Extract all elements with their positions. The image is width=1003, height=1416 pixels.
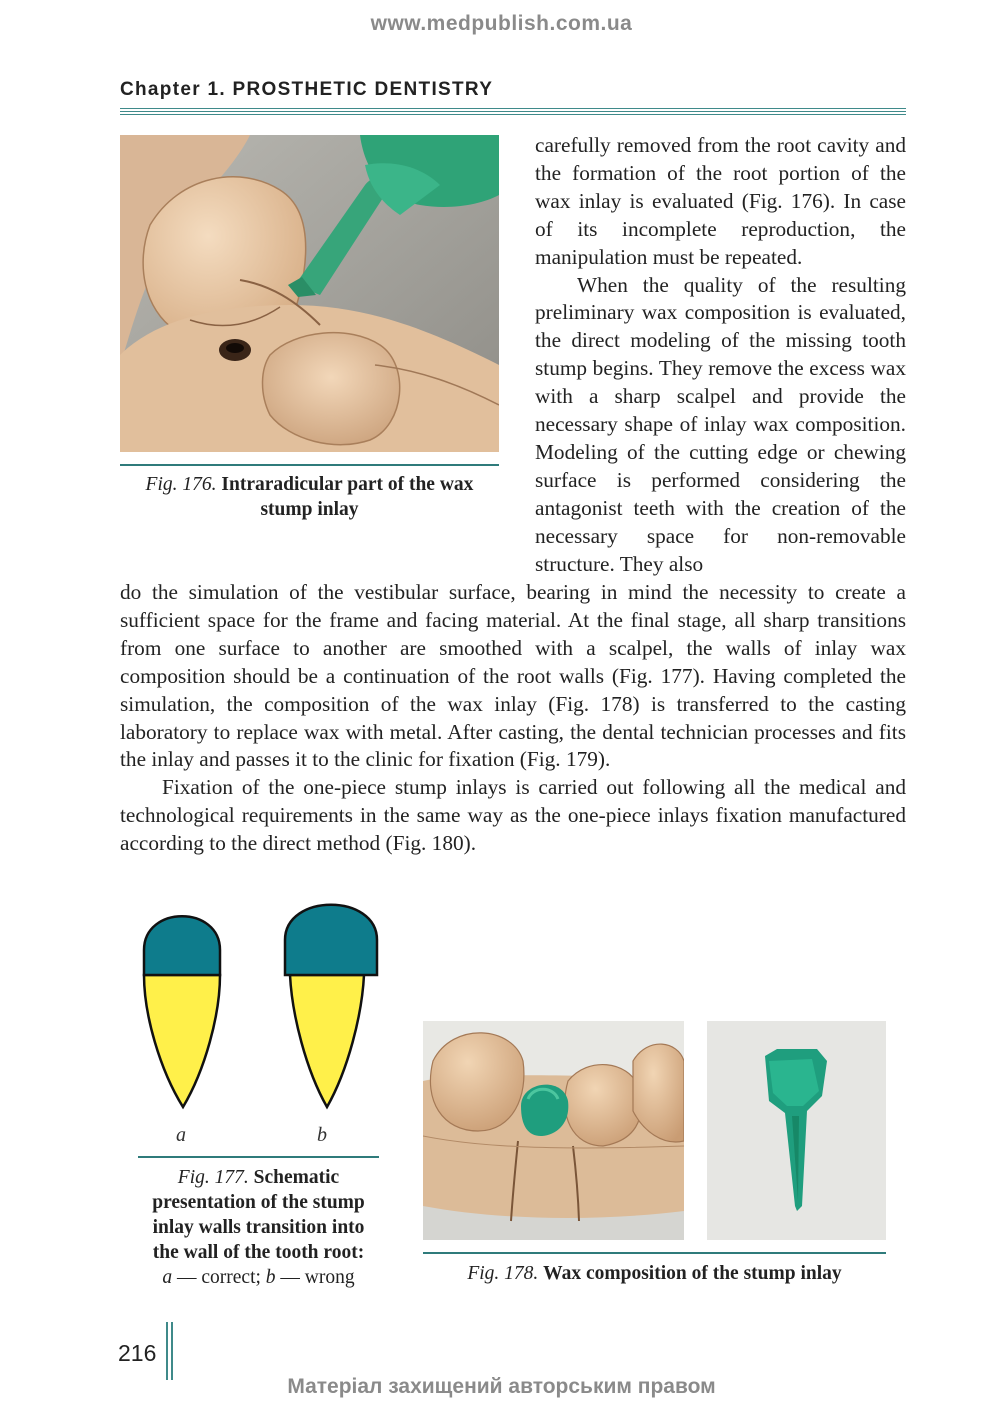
fig177-caption-rule [138, 1156, 379, 1158]
fig177-label-b: b [317, 1124, 327, 1146]
fig177-legend-a: a [162, 1267, 173, 1288]
fig177-legend-a-text: — correct; [172, 1267, 266, 1288]
fig178-caption-text: Wax composition of the stump inlay [543, 1263, 842, 1284]
fig177-legend-b-text: — wrong [275, 1267, 355, 1288]
right-column-text [535, 132, 906, 579]
fig177-a-crown [144, 916, 220, 975]
fig177-b-crown [285, 905, 377, 975]
fig178-photo-model [423, 1021, 684, 1240]
full-width-text [120, 579, 906, 858]
fig177-label-a: a [176, 1124, 186, 1146]
site-url: www.medpublish.com.ua [370, 12, 633, 35]
page-number-bars [166, 1322, 174, 1380]
fig178-caption [423, 1261, 886, 1286]
fig178-caption-rule [423, 1252, 886, 1254]
fig177-legend-b: b [265, 1267, 276, 1288]
fig176-label: Fig. 176. [145, 474, 217, 495]
fig176-caption [120, 472, 499, 522]
fig178-photo-wax-inlay [707, 1021, 886, 1240]
paragraph-2-continued: do the simulation of the vestibular surface, bearing in mind the necessity to create a sufficient space for the frame and facing material. At the final stage, all sharp transitions from one surface to another are smoothed with a scalpel, the walls of inlay wax composition should be a continuation of the root walls (Fig. 177). Having completed the simulation, the composition of the wax inlay (Fig. 178) is transferred to the casting laboratory to replace wax with metal. After casting, the dental technician processes and fits the inlay and passes it to the clinic for fixation (Fig. 179). [120, 580, 906, 772]
fig177-diagram [130, 895, 380, 1120]
fig177-b-root [290, 975, 364, 1107]
fig176-caption-rule [120, 464, 499, 466]
fig177-a-root [144, 975, 220, 1107]
page-number: 216 [118, 1340, 157, 1366]
paragraph-2: When the quality of the resulting preliminary wax composition is evaluated, the direct modeling of the missing tooth stump begins. They remove the excess wax with a sharp scalpel and provide the necessary shape of inlay wax composition. Modeling of the cutting edge or chewing surface is performed considering the antagonist teeth with the creation of the necessary space for non-removable structure. They also [535, 272, 906, 576]
fig178-label: Fig. 178. [467, 1263, 539, 1284]
fig177-caption-text: Schematic presentation of the stump inlay walls transition into the wall of the tooth root: [152, 1167, 365, 1263]
fig176-caption-text: Intraradicular part of the wax stump inlay [221, 474, 474, 520]
fig177-caption [138, 1165, 379, 1290]
copyright-watermark: Матеріал захищений авторським правом [287, 1375, 716, 1398]
fig177-fig-label: Fig. 177. [177, 1167, 249, 1188]
chapter-title: Chapter 1. PROSTHETIC DENTISTRY [120, 79, 494, 100]
paragraph-1: carefully removed from the root cavity and the formation of the root portion of the wax inlay is evaluated (Fig. 176). In case of its incomplete reproduction, the manipulation must be repeated. [535, 133, 906, 269]
paragraph-3: Fixation of the one-piece stump inlays is carried out following all the medical and technological requirements in the same way as the one-piece inlays fixation manufactured according to the direct method (Fig. 180). [120, 775, 906, 856]
header-rule [120, 108, 906, 115]
fig176-photo [120, 135, 499, 452]
